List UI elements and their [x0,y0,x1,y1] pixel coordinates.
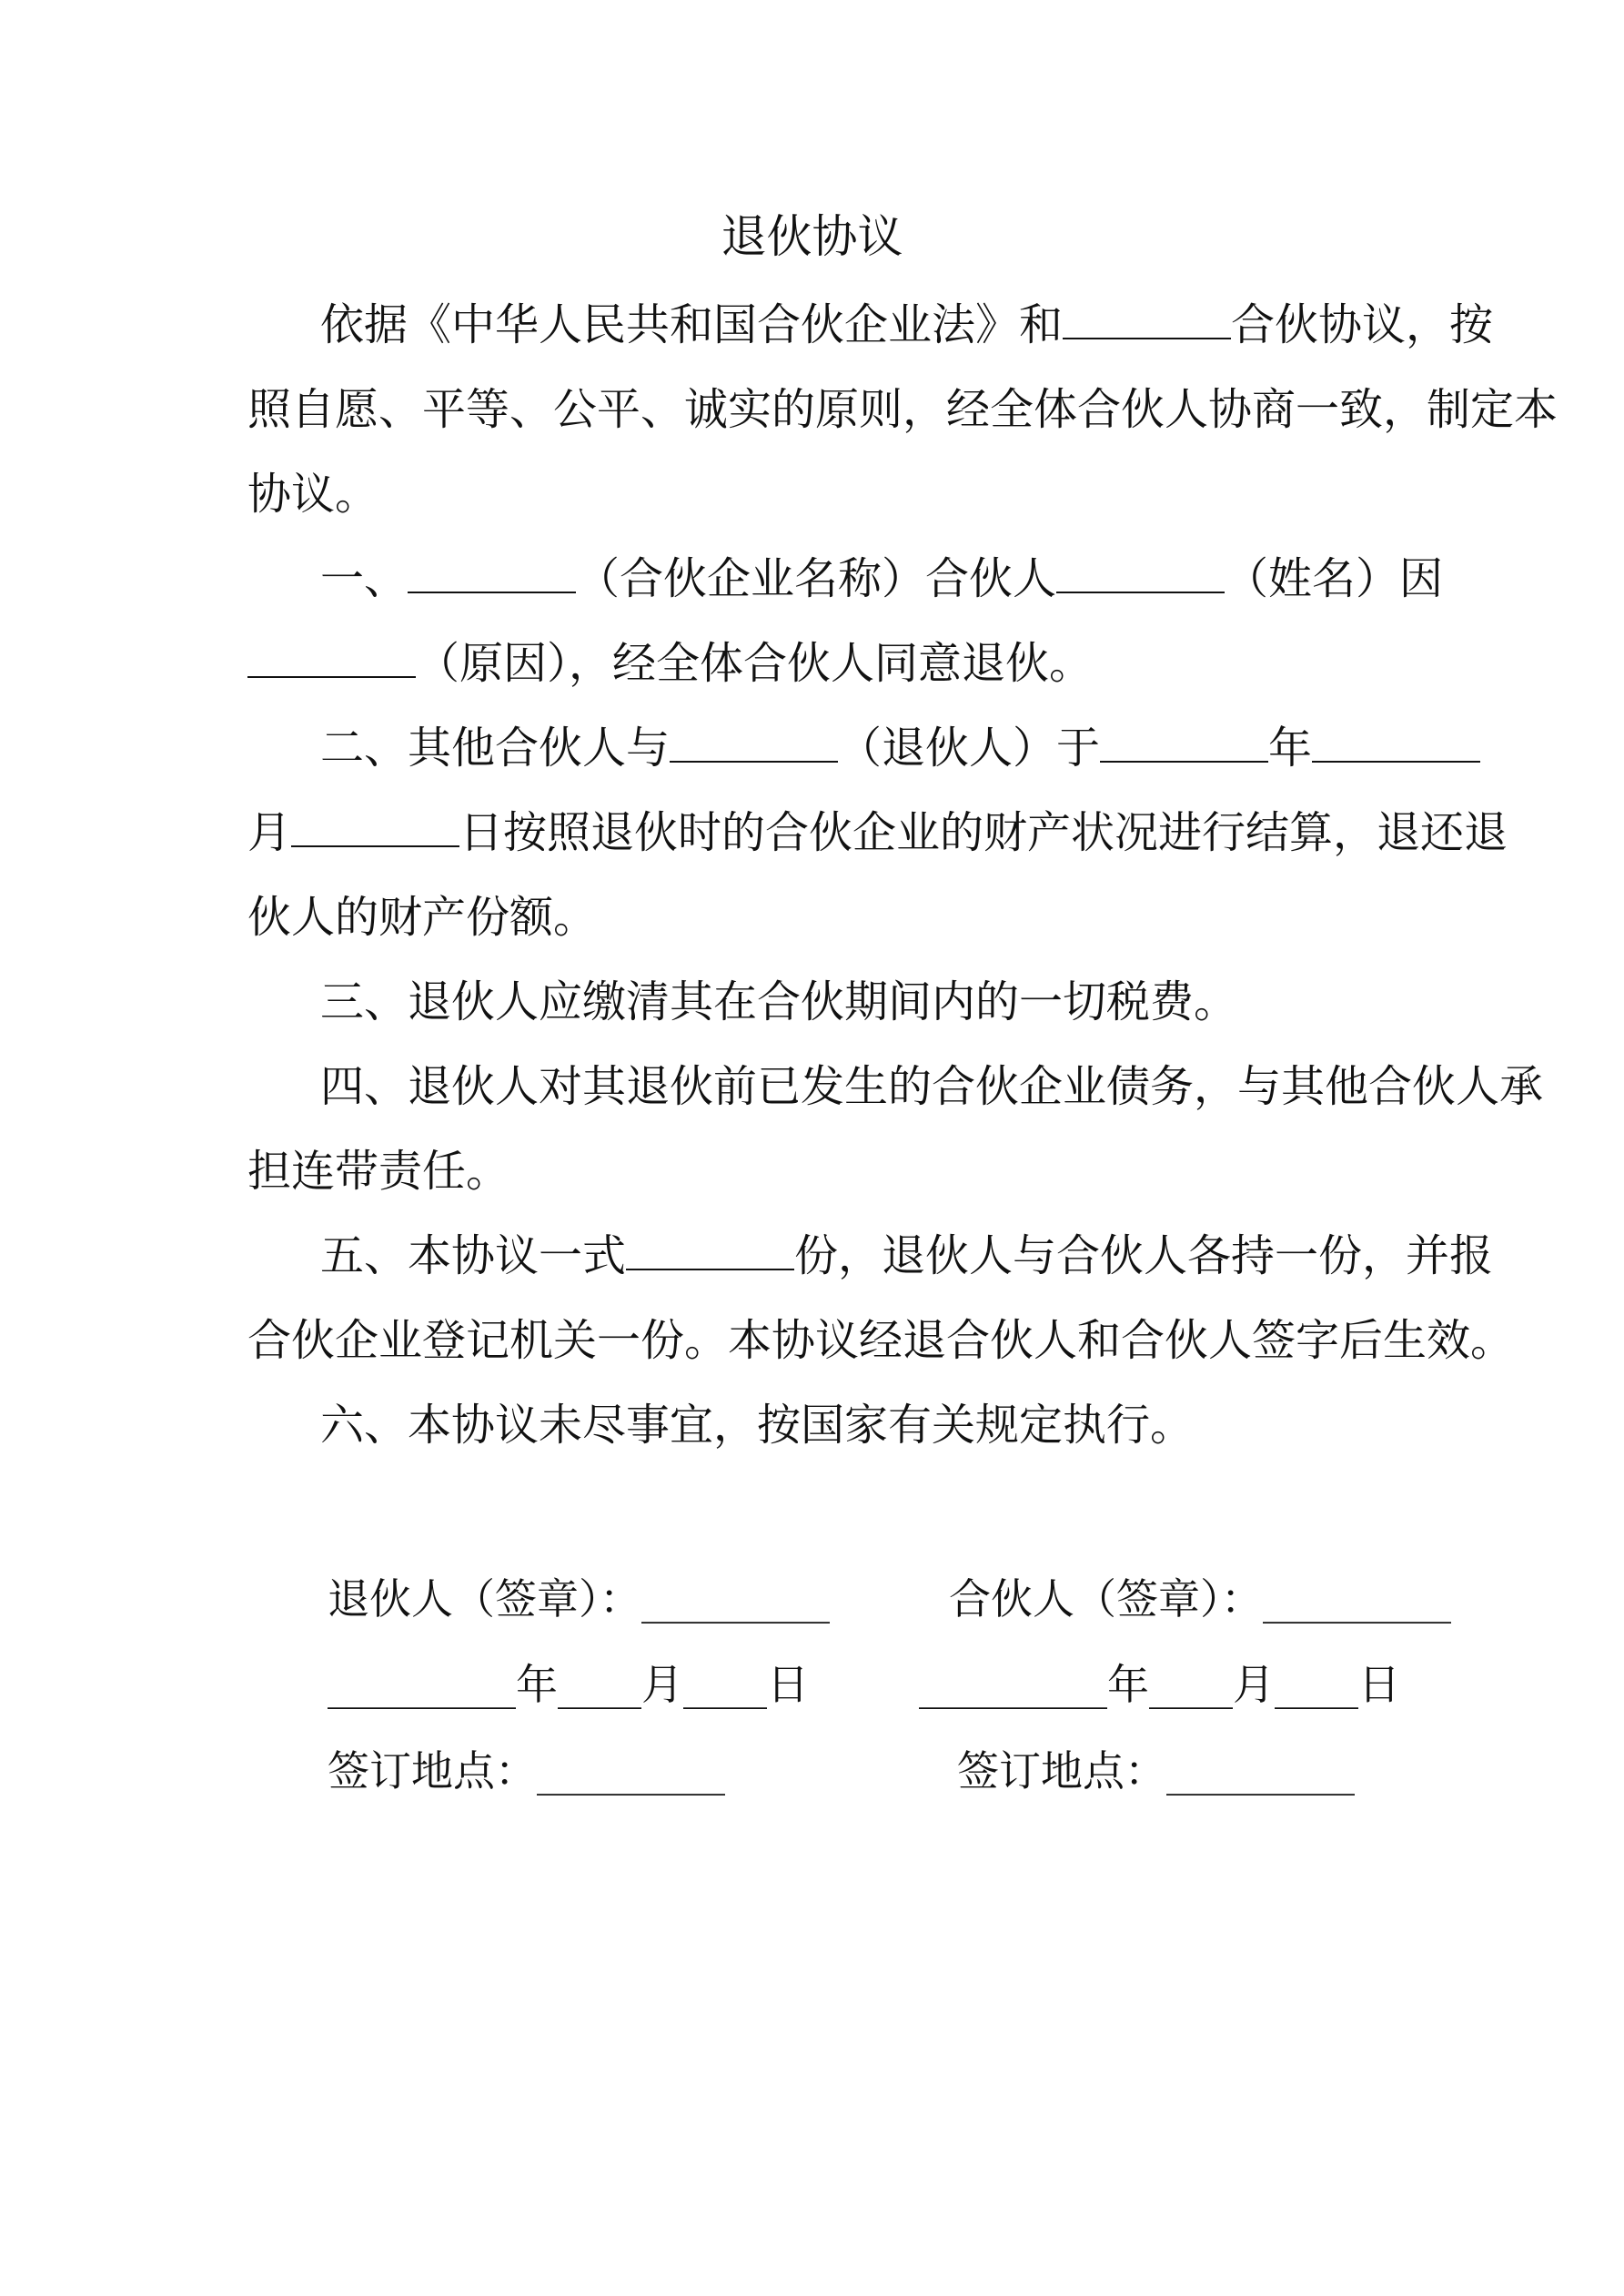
agreement-line [247,622,1376,706]
retiring-partner-place: 签订地点：_________ [328,1746,725,1795]
text-segment: 照自愿、平等、公平、诚实的原则，经全体合伙人协商一致，制定本 [247,384,1558,435]
fill-in-blank [626,1232,794,1270]
text-segment: 年 [1268,723,1313,774]
text-segment: 份，退伙人与合伙人各持一份，并报 [794,1230,1494,1281]
agreement-line [247,368,1558,452]
text-segment: 协议。 [247,469,379,520]
partner-place: 签订地点：_________ [957,1746,1355,1795]
fill-in-blank [1312,724,1480,763]
text-segment: 合伙协议，按 [1231,299,1494,350]
agreement-line [247,452,1376,537]
text-segment: 三、退伙人应缴清其在合伙期间内的一切税费。 [320,976,1238,1027]
partner-date: _________年____月____日 [919,1660,1400,1709]
fill-in-blank [247,640,416,678]
text-segment: 六、本协议未尽事宜，按国家有关规定执行。 [320,1400,1195,1451]
fill-in-blank [1100,724,1268,763]
agreement-line [247,791,1508,875]
text-segment: 担连带责任。 [247,1146,510,1197]
text-segment: 伙人的财产份额。 [247,892,598,943]
agreement-line [247,875,1376,960]
text-segment: （退伙人）于 [838,723,1101,774]
agreement-line [320,1045,1544,1129]
partner-signature: 合伙人（签章）：_________ [949,1574,1451,1623]
text-segment: 月 [247,807,292,858]
agreement-line [320,1383,1376,1468]
fill-in-blank [291,809,459,847]
text-segment: 五、本协议一式 [320,1230,627,1281]
text-segment: （合伙企业名称）合伙人 [576,553,1057,604]
text-segment: 二、其他合伙人与 [320,723,671,774]
text-segment: 合伙企业登记机关一份。本协议经退合伙人和合伙人签字后生效。 [247,1315,1515,1366]
text-segment: （原因），经全体合伙人同意退伙。 [416,638,1094,689]
agreement-line [247,1129,1376,1214]
text-segment: 依据《中华人民共和国合伙企业法》和 [320,299,1064,350]
fill-in-blank [1063,301,1231,339]
document-title: 退伙协议 [721,210,903,263]
fill-in-blank [670,724,838,763]
fill-in-blank [1056,555,1225,593]
agreement-line [247,1299,1515,1383]
agreement-line [320,1214,1494,1299]
fill-in-blank [408,555,576,593]
text-segment: 一、 [320,553,409,604]
text-segment: 日按照退伙时的合伙企业的财产状况进行结算，退还退 [459,807,1508,858]
agreement-line [320,283,1494,368]
retiring-partner-date: _________年____月____日 [328,1660,809,1709]
retiring-partner-signature: 退伙人（签章）：_________ [328,1574,830,1623]
agreement-line [320,706,1376,791]
text-segment: （姓名）因 [1225,553,1444,604]
agreement-line [320,960,1376,1045]
agreement-line [320,537,1444,622]
text-segment: 四、退伙人对其退伙前已发生的合伙企业债务，与其他合伙人承 [320,1061,1544,1112]
